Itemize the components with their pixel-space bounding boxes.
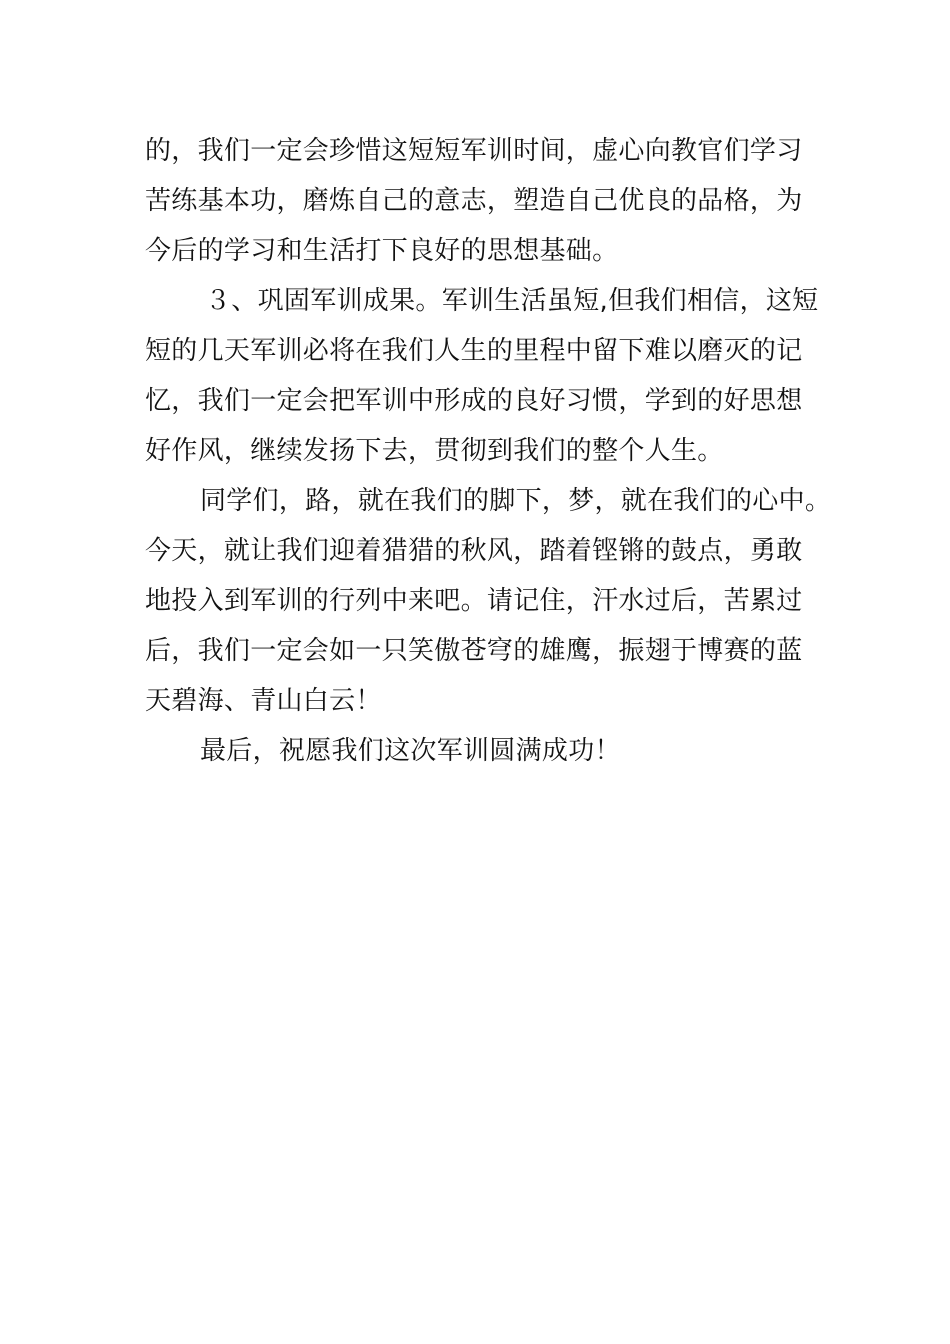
text-line: 后，我们一定会如一只笑傲苍穹的雄鹰，振翅于博赛的蓝 [145,636,803,666]
text-line: 同学们，路，就在我们的脚下，梦，就在我们的心中。 [200,486,832,516]
text-line: ３、巩固军训成果。军训生活虽短,但我们相信，这短 [205,286,819,316]
text-line: 忆，我们一定会把军训中形成的良好习惯，学到的好思想 [145,386,803,416]
text-line: 短的几天军训必将在我们人生的里程中留下难以磨灭的记 [145,336,803,366]
text-line: 今天，就让我们迎着猎猎的秋风，踏着铿锵的鼓点，勇敢 [145,536,803,566]
text-line: 今后的学习和生活打下良好的思想基础。 [145,236,619,266]
text-line: 苦练基本功，磨炼自己的意志，塑造自己优良的品格，为 [145,186,803,216]
text-line: 最后，祝愿我们这次军训圆满成功！ [200,736,621,766]
text-line: 天碧海、青山白云！ [145,686,382,716]
text-line: 地投入到军训的行列中来吧。请记住，汗水过后，苦累过 [145,586,803,616]
text-line: 好作风，继续发扬下去，贯彻到我们的整个人生。 [145,436,724,466]
text-line: 的，我们一定会珍惜这短短军训时间，虚心向教官们学习 [145,136,803,166]
